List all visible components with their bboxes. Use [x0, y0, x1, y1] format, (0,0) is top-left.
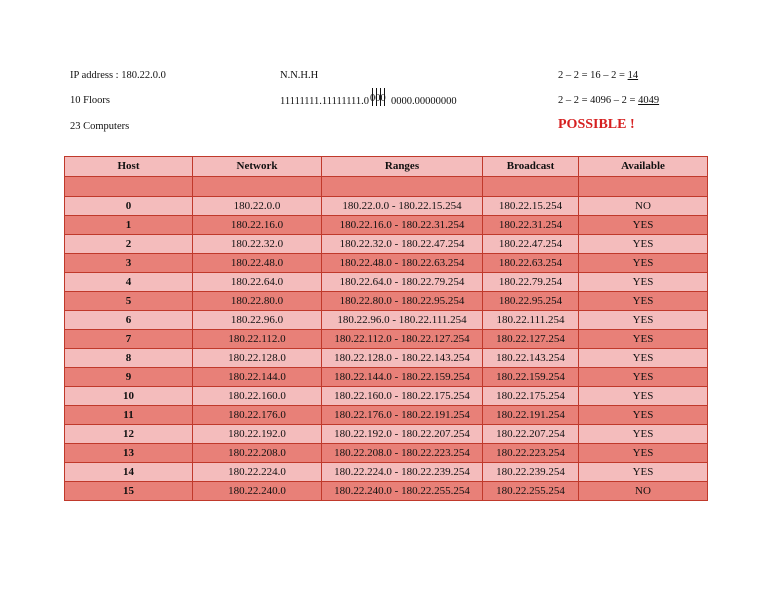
cell-host: 2	[65, 235, 193, 254]
cell-host: 7	[65, 330, 193, 349]
cell-range: 180.22.160.0 - 180.22.175.254	[322, 387, 483, 406]
cell-available: YES	[579, 349, 708, 368]
cell-host: 13	[65, 444, 193, 463]
cell-network: 180.22.96.0	[193, 311, 322, 330]
cell-network: 180.22.16.0	[193, 216, 322, 235]
subnet-table	[64, 156, 708, 501]
table-row	[65, 387, 708, 406]
cell-broadcast: 180.22.79.254	[483, 273, 579, 292]
cell-host: 9	[65, 368, 193, 387]
cell-host: 0	[65, 197, 193, 216]
table-row	[65, 463, 708, 482]
cell-host: 4	[65, 273, 193, 292]
cell-broadcast: 180.22.63.254	[483, 254, 579, 273]
calc-subnets-expr: 2 – 2 = 16 – 2 =	[558, 70, 628, 81]
cell-available: NO	[579, 197, 708, 216]
cell-broadcast: 180.22.111.254	[483, 311, 579, 330]
cell-network: 180.22.144.0	[193, 368, 322, 387]
cell-range: 180.22.144.0 - 180.22.159.254	[322, 368, 483, 387]
subnet-mask-binary	[280, 93, 457, 107]
cell-host: 1	[65, 216, 193, 235]
cell-network: 180.22.192.0	[193, 425, 322, 444]
calc-subnets-result: 14	[627, 70, 639, 81]
table-row	[65, 197, 708, 216]
cell-network: 180.22.208.0	[193, 444, 322, 463]
cell-range: 180.22.208.0 - 180.22.223.254	[322, 444, 483, 463]
cell-network: 180.22.112.0	[193, 330, 322, 349]
cell-range: 180.22.96.0 - 180.22.111.254	[322, 311, 483, 330]
cell-range: 180.22.16.0 - 180.22.31.254	[322, 216, 483, 235]
header-broadcast: Broadcast	[483, 157, 579, 177]
cell-range: 180.22.112.0 - 180.22.127.254	[322, 330, 483, 349]
cell-host: 14	[65, 463, 193, 482]
calc-hosts-expr: 2 – 2 = 4096 – 2 =	[558, 95, 639, 106]
cell-range: 180.22.32.0 - 180.22.47.254	[322, 235, 483, 254]
cell-network: 180.22.128.0	[193, 349, 322, 368]
cell-available: YES	[579, 330, 708, 349]
cell-available: YES	[579, 425, 708, 444]
cell-broadcast: 180.22.47.254	[483, 235, 579, 254]
cell-range: 180.22.64.0 - 180.22.79.254	[322, 273, 483, 292]
cell-available: YES	[579, 368, 708, 387]
mask-mid: 000	[370, 93, 386, 104]
table-row	[65, 330, 708, 349]
computers-text: 23 Computers	[70, 121, 130, 132]
cell-host: 3	[65, 254, 193, 273]
cell-broadcast: 180.22.239.254	[483, 463, 579, 482]
cell-network: 180.22.224.0	[193, 463, 322, 482]
cell-available: YES	[579, 311, 708, 330]
header-available: Available	[579, 157, 708, 177]
calc-subnets	[558, 70, 638, 81]
cell-host: 11	[65, 406, 193, 425]
table-row	[65, 482, 708, 501]
table-header-row	[65, 157, 708, 177]
cell-available: NO	[579, 482, 708, 501]
ip-address-text: IP address : 180.22.0.0	[70, 70, 166, 81]
cell-range: 180.22.240.0 - 180.22.255.254	[322, 482, 483, 501]
cell-range: 180.22.192.0 - 180.22.207.254	[322, 425, 483, 444]
cell-range: 180.22.48.0 - 180.22.63.254	[322, 254, 483, 273]
cell-broadcast: 180.22.191.254	[483, 406, 579, 425]
cell-broadcast: 180.22.143.254	[483, 349, 579, 368]
table-row	[65, 254, 708, 273]
cell-range: 180.22.128.0 - 180.22.143.254	[322, 349, 483, 368]
cell-range: 180.22.176.0 - 180.22.191.254	[322, 406, 483, 425]
possible-label: POSSIBLE !	[558, 117, 635, 132]
table-row	[65, 406, 708, 425]
cell-available: YES	[579, 292, 708, 311]
table-row	[65, 292, 708, 311]
cell-broadcast: 180.22.31.254	[483, 216, 579, 235]
cell-range: 180.22.224.0 - 180.22.239.254	[322, 463, 483, 482]
cell-network: 180.22.64.0	[193, 273, 322, 292]
cell-broadcast: 180.22.95.254	[483, 292, 579, 311]
calc-hosts-result: 4049	[638, 95, 660, 106]
cell-network: 180.22.160.0	[193, 387, 322, 406]
cell-network: 180.22.0.0	[193, 197, 322, 216]
mask-right: 0000.00000000	[391, 96, 457, 107]
table-row	[65, 311, 708, 330]
header-ranges: Ranges	[322, 157, 483, 177]
cell-available: YES	[579, 387, 708, 406]
table-row	[65, 273, 708, 292]
cell-network: 180.22.48.0	[193, 254, 322, 273]
cell-host: 15	[65, 482, 193, 501]
cell-network: 180.22.80.0	[193, 292, 322, 311]
header-host: Host	[65, 157, 193, 177]
cell-host: 6	[65, 311, 193, 330]
table-row	[65, 349, 708, 368]
header-network: Network	[193, 157, 322, 177]
cell-network: 180.22.176.0	[193, 406, 322, 425]
cell-available: YES	[579, 406, 708, 425]
subnet-divider-marks	[369, 93, 391, 105]
cell-network: 180.22.32.0	[193, 235, 322, 254]
table-row	[65, 444, 708, 463]
table-row	[65, 425, 708, 444]
cell-broadcast: 180.22.15.254	[483, 197, 579, 216]
cell-available: YES	[579, 273, 708, 292]
table-row	[65, 368, 708, 387]
table-row	[65, 216, 708, 235]
mask-left: 11111111.11111111.0	[280, 96, 370, 107]
cell-available: YES	[579, 254, 708, 273]
calc-hosts	[558, 95, 659, 106]
cell-broadcast: 180.22.127.254	[483, 330, 579, 349]
cell-available: YES	[579, 235, 708, 254]
cell-host: 10	[65, 387, 193, 406]
address-pattern: N.N.H.H	[280, 70, 319, 81]
cell-broadcast: 180.22.207.254	[483, 425, 579, 444]
table-row	[65, 235, 708, 254]
cell-range: 180.22.80.0 - 180.22.95.254	[322, 292, 483, 311]
cell-available: YES	[579, 463, 708, 482]
cell-broadcast: 180.22.159.254	[483, 368, 579, 387]
cell-available: YES	[579, 216, 708, 235]
cell-host: 5	[65, 292, 193, 311]
cell-broadcast: 180.22.255.254	[483, 482, 579, 501]
cell-host: 12	[65, 425, 193, 444]
floors-text: 10 Floors	[70, 95, 110, 106]
table-spacer-row	[65, 177, 708, 197]
cell-host: 8	[65, 349, 193, 368]
cell-available: YES	[579, 444, 708, 463]
cell-broadcast: 180.22.175.254	[483, 387, 579, 406]
cell-broadcast: 180.22.223.254	[483, 444, 579, 463]
cell-range: 180.22.0.0 - 180.22.15.254	[322, 197, 483, 216]
cell-network: 180.22.240.0	[193, 482, 322, 501]
